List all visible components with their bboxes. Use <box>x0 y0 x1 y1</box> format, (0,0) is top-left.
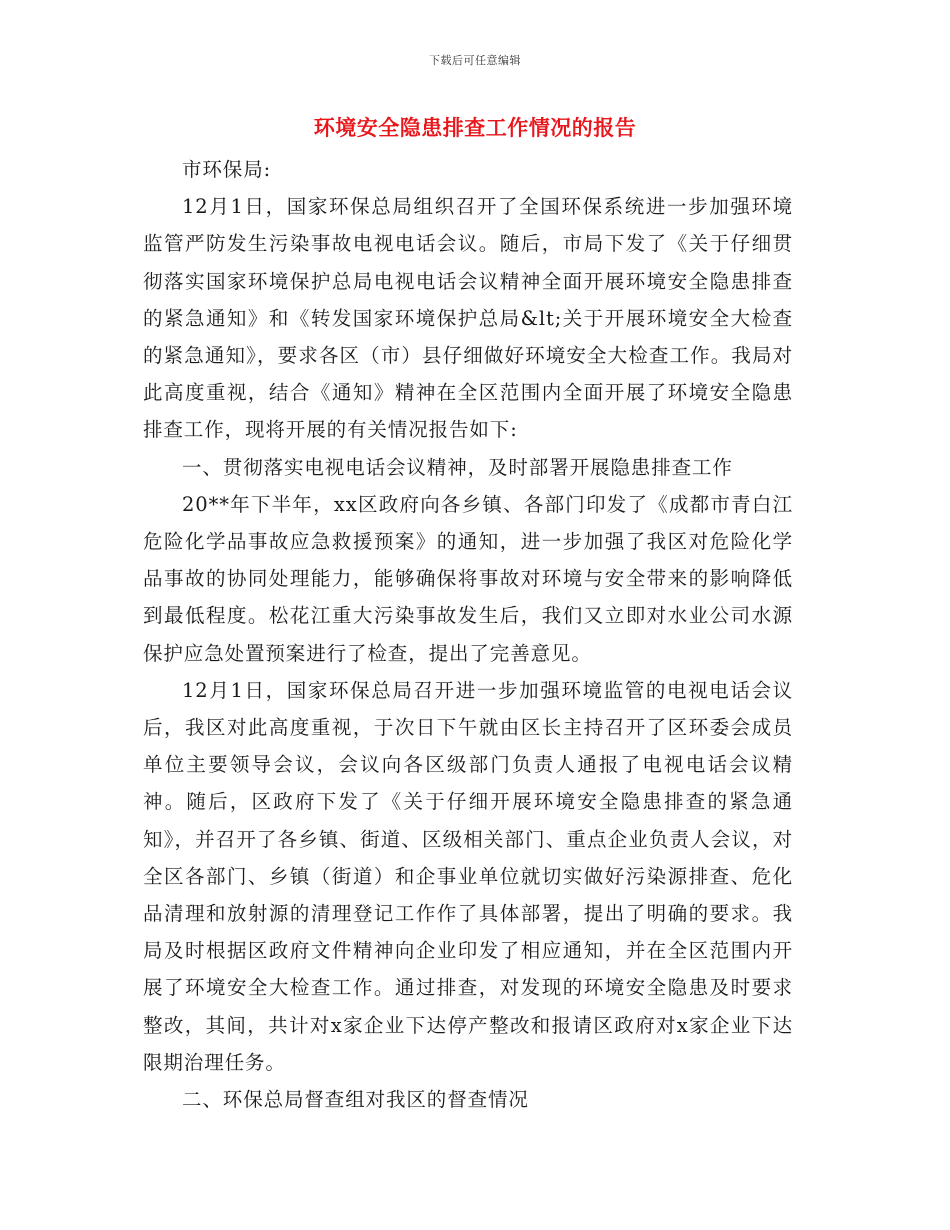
paragraph-section-1a: 20**年下半年，xx区政府向各乡镇、各部门印发了《成都市青白江危险化学品事故应急救援预案》的通知，进一步加强了我区对危险化学品事故的协同处理能力，能够确保将事故对环境与安全带来的影响降低到最低程度。松花江重大污染事故发生后，我们又立即对水业公司水源保护应急处置预案进行了检查，提出了完善意见。 <box>143 492 793 665</box>
document-body <box>143 151 793 1118</box>
paragraph-section-1b: 12月1日，国家环保总局召开进一步加强环境监管的电视电话会议后，我区对此高度重视，于次日下午就由区长主持召开了区环委会成员单位主要领导会议，会议向各区级部门负责人通报了电视电话会议精神。随后，区政府下发了《关于仔细开展环境安全隐患排查的紧急通知》，并召开了各乡镇、街道、区级相关部门、重点企业负责人会议，对全区各部门、乡镇（街道）和企事业单位就切实做好污染源排查、危化品清理和放射源的清理登记工作作了具体部署，提出了明确的要求。我局及时根据区政府文件精神向企业印发了相应通知，并在全区范围内开展了环境安全大检查工作。通过排查，对发现的环境安全隐患及时要求整改，其间，共计对x家企业下达停产整改和报请区政府对x家企业下达限期治理任务。 <box>143 678 793 1074</box>
section-heading-2: 二、环保总局督查组对我区的督查情况 <box>182 1088 529 1112</box>
document-title: 环境安全隐患排查工作情况的报告 <box>313 115 637 140</box>
paragraph-intro: 12月1日，国家环保总局组织召开了全国环保系统进一步加强环境监管严防发生污染事故电视电话会议。随后，市局下发了《关于仔细贯彻落实国家环境保护总局电视电话会议精神全面开展环境安全隐患排查的紧急通知》和《转发国家环境保护总局&lt;关于开展环境安全大检查的紧急通知》，要求各区（市）县仔细做好环境安全大检查工作。我局对此高度重视，结合《通知》精神在全区范围内全面开展了环境安全隐患排查工作，现将开展的有关情况报告如下: <box>143 195 793 442</box>
header-note: 下载后可任意编辑 <box>429 54 521 67</box>
section-heading-1: 一、贯彻落实电视电话会议精神，及时部署开展隐患排查工作 <box>182 455 733 479</box>
salutation: 市环保局: <box>182 158 272 181</box>
